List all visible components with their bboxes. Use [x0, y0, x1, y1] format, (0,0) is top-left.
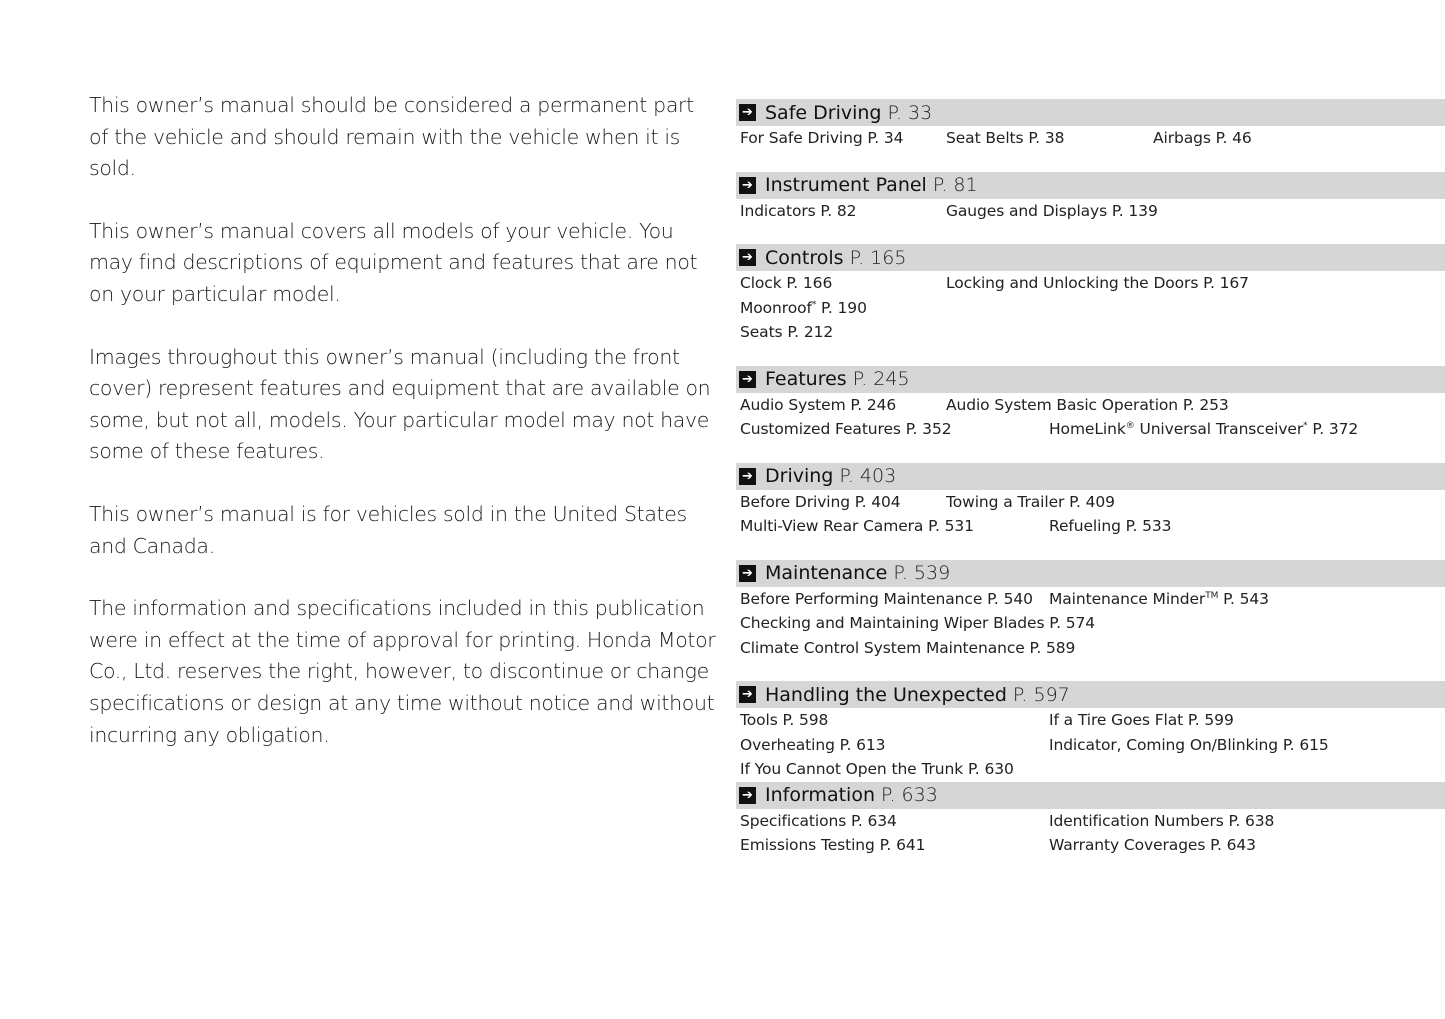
section-page: P. 165 — [849, 246, 907, 269]
toc-row — [736, 126, 1445, 151]
toc-row — [736, 271, 1445, 296]
trademark-mark: TM — [1205, 590, 1219, 601]
link-page: P. 372 — [1307, 420, 1359, 438]
toc-link[interactable]: Checking and Maintaining Wiper Blades P. 574 — [740, 614, 1096, 632]
toc-section-safe-driving — [736, 99, 1445, 151]
section-title: Maintenance — [765, 562, 888, 584]
toc-link[interactable]: Multi-View Rear Camera P. 531 — [740, 517, 974, 535]
toc-link[interactable] — [1049, 587, 1269, 612]
section-page: P. 597 — [1012, 683, 1070, 706]
toc-row — [736, 320, 1445, 345]
link-page: P. 543 — [1218, 589, 1269, 608]
toc-section-header[interactable] — [736, 99, 1445, 126]
toc-row — [736, 296, 1445, 321]
toc-link[interactable]: Refueling P. 533 — [1049, 517, 1172, 535]
toc-section-information — [736, 782, 1445, 858]
arrow-right-box-icon: ➔ — [739, 177, 756, 194]
intro-paragraph: Images throughout this owner’s manual (including the front cover) represent features and equipment that are available on some, but not all, models. Your particular model may not have some of these features. — [89, 344, 711, 464]
arrow-right-box-icon: ➔ — [739, 787, 756, 804]
toc-section-header[interactable] — [736, 782, 1445, 809]
toc-link[interactable] — [1049, 417, 1358, 442]
section-title: Information — [765, 784, 875, 806]
section-page: P. 633 — [880, 784, 938, 806]
table-of-contents — [736, 99, 1445, 879]
toc-link[interactable]: Overheating P. 613 — [740, 735, 886, 754]
section-title: Controls — [765, 246, 844, 269]
toc-section-header[interactable] — [736, 366, 1445, 393]
link-page: P. 190 — [816, 298, 867, 317]
toc-link[interactable]: Warranty Coverages P. 643 — [1049, 836, 1256, 854]
toc-row — [736, 393, 1445, 418]
toc-section-header[interactable] — [736, 463, 1445, 490]
toc-row — [736, 809, 1445, 834]
section-title: Driving — [765, 465, 834, 487]
toc-link[interactable]: Clock P. 166 — [740, 274, 833, 292]
toc-section-handling-the-unexpected — [736, 681, 1445, 782]
toc-link[interactable]: Airbags P. 46 — [1153, 129, 1252, 147]
toc-link[interactable]: Emissions Testing P. 641 — [740, 836, 926, 854]
toc-link[interactable]: Identification Numbers P. 638 — [1049, 811, 1275, 830]
toc-section-controls — [736, 244, 1445, 345]
section-page: P. 81 — [932, 174, 978, 196]
toc-link[interactable]: Seats P. 212 — [740, 323, 834, 341]
footnote-marker: * — [811, 299, 817, 310]
link-text: Moonroof — [740, 298, 812, 317]
toc-link[interactable]: Specifications P. 634 — [740, 811, 897, 830]
toc-link[interactable]: Seat Belts P. 38 — [946, 129, 1065, 147]
toc-link[interactable]: Before Performing Maintenance P. 540 — [740, 589, 1033, 608]
toc-link[interactable]: If You Cannot Open the Trunk P. 630 — [740, 760, 1014, 778]
toc-section-instrument-panel — [736, 172, 1445, 224]
toc-link[interactable]: Before Driving P. 404 — [740, 492, 901, 511]
toc-row — [736, 733, 1445, 758]
toc-link[interactable]: Customized Features P. 352 — [740, 420, 952, 438]
toc-row — [736, 757, 1445, 782]
toc-row — [736, 514, 1445, 539]
arrow-right-box-icon: ➔ — [739, 468, 756, 485]
toc-link[interactable]: Towing a Trailer P. 409 — [946, 492, 1115, 511]
toc-row — [736, 490, 1445, 515]
toc-section-driving — [736, 463, 1445, 539]
toc-link[interactable]: Indicator, Coming On/Blinking P. 615 — [1049, 735, 1329, 754]
toc-section-header[interactable] — [736, 681, 1445, 708]
section-title: Instrument Panel — [765, 174, 927, 196]
arrow-right-box-icon: ➔ — [739, 249, 756, 266]
arrow-right-box-icon: ➔ — [739, 686, 756, 703]
link-text: Universal Transceiver — [1134, 420, 1304, 438]
toc-section-header[interactable] — [736, 172, 1445, 199]
toc-section-header[interactable] — [736, 560, 1445, 587]
intro-paragraph: The information and specifications included in this publication were in effect at the time of approval for printing. Honda Motor Co., Ltd. reserves the right, however, to discontinue or change specifications or design at any time without notice and without incurring any obligation. — [89, 596, 716, 747]
toc-section-features — [736, 366, 1445, 442]
section-page: P. 539 — [893, 562, 951, 584]
toc-row — [736, 587, 1445, 612]
intro-text — [89, 90, 719, 782]
toc-row — [736, 636, 1445, 661]
toc-section-header[interactable] — [736, 244, 1445, 271]
section-page: P. 33 — [887, 101, 933, 124]
toc-link[interactable]: Gauges and Displays P. 139 — [946, 201, 1158, 220]
section-page: P. 245 — [852, 368, 910, 390]
toc-section-maintenance — [736, 560, 1445, 661]
intro-paragraph: This owner’s manual is for vehicles sold in the United States and Canada. — [89, 501, 687, 558]
section-title: Handling the Unexpected — [765, 683, 1007, 706]
arrow-right-box-icon: ➔ — [739, 371, 756, 388]
intro-paragraph: This owner’s manual covers all models of your vehicle. You may find descriptions of equipment and features that are not on your particular model. — [89, 218, 698, 306]
toc-link[interactable]: Climate Control System Maintenance P. 589 — [740, 638, 1076, 657]
section-title: Safe Driving — [765, 101, 882, 124]
arrow-right-box-icon: ➔ — [739, 104, 756, 121]
registered-mark: ® — [1125, 421, 1135, 431]
toc-link[interactable]: Locking and Unlocking the Doors P. 167 — [946, 274, 1249, 292]
toc-link[interactable] — [740, 296, 867, 321]
toc-row — [736, 417, 1445, 442]
arrow-right-box-icon: ➔ — [739, 565, 756, 582]
toc-link[interactable]: If a Tire Goes Flat P. 599 — [1049, 711, 1234, 729]
link-text: HomeLink — [1049, 420, 1126, 438]
toc-link[interactable]: Tools P. 598 — [740, 711, 829, 729]
footnote-marker: * — [1303, 421, 1308, 431]
section-title: Features — [765, 368, 847, 390]
toc-row — [736, 833, 1445, 858]
intro-paragraph: This owner’s manual should be considered a permanent part of the vehicle and should remain with the vehicle when it is sold. — [89, 93, 694, 181]
section-page: P. 403 — [839, 465, 897, 487]
toc-link[interactable]: For Safe Driving P. 34 — [740, 129, 904, 147]
toc-link[interactable]: Indicators P. 82 — [740, 201, 857, 220]
toc-row — [736, 708, 1445, 733]
link-text: Maintenance Minder — [1049, 589, 1206, 608]
toc-row — [736, 611, 1445, 636]
toc-link[interactable]: Audio System P. 246 — [740, 395, 897, 414]
toc-link[interactable]: Audio System Basic Operation P. 253 — [946, 395, 1229, 414]
toc-row — [736, 199, 1445, 224]
